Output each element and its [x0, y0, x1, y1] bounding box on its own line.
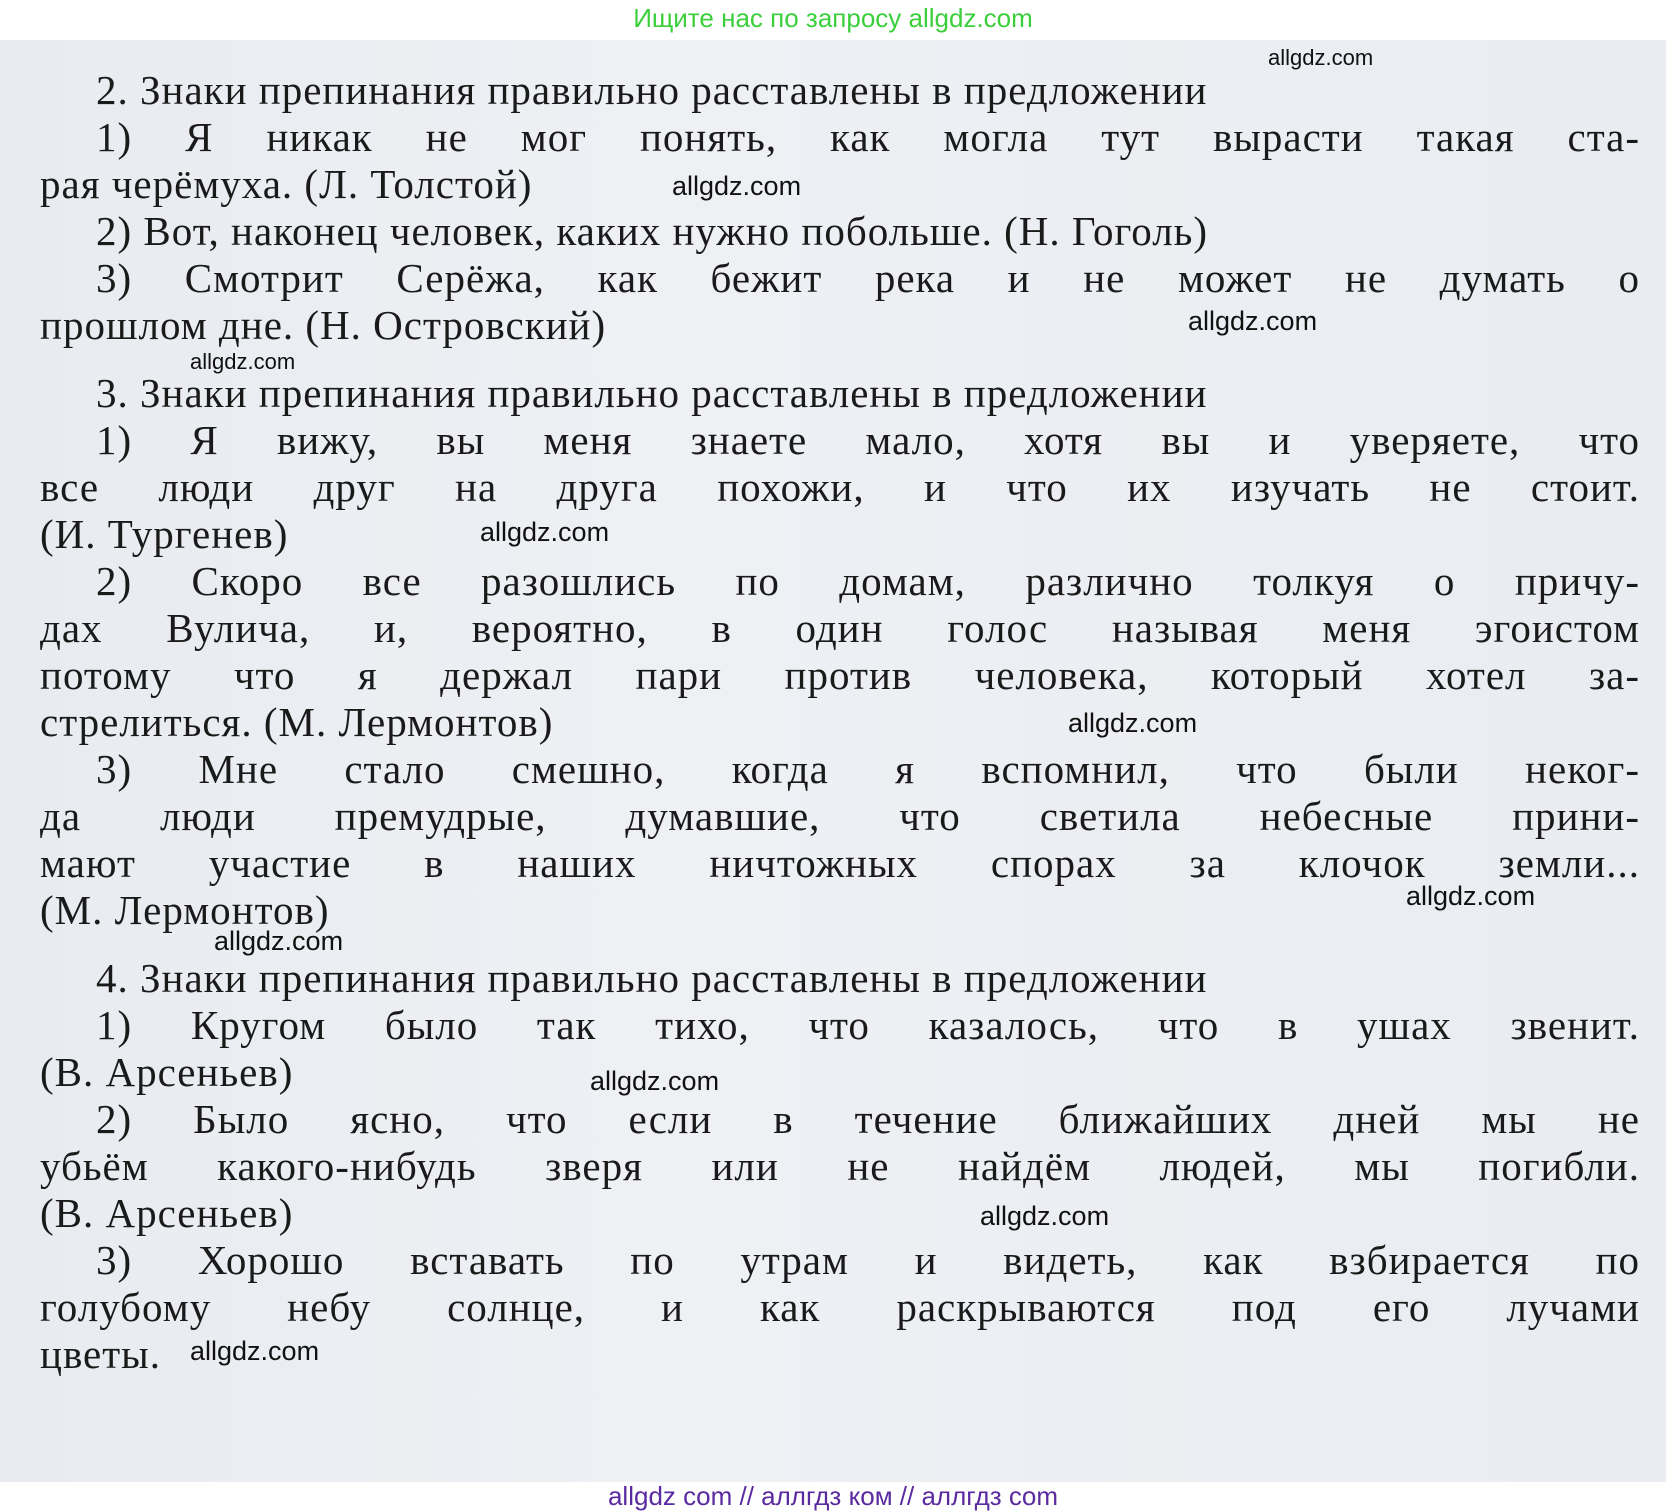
option-line: да люди премудрые, думавшие, что светила небесные прини- [40, 793, 1640, 839]
task-heading: 2. Знаки препинания правильно расставлены в предложении [96, 67, 1208, 113]
option-line: голубому небу солнце, и как раскрываются под его лучами [40, 1284, 1640, 1330]
watermark: allgdz.com [672, 171, 802, 201]
option-line: потому что я держал пари против человека, который хотел за- [40, 652, 1640, 698]
option-line: 1) Я вижу, вы меня знаете мало, хотя вы и уверяете, что [96, 417, 1640, 463]
textbook-page [0, 40, 1666, 1482]
option-line: 3) Хорошо вставать по утрам и видеть, как взбирается по [96, 1237, 1640, 1283]
watermark: allgdz.com [1188, 306, 1318, 336]
option-line: 1) Я никак не мог понять, как могла тут вырасти такая ста- [96, 114, 1640, 160]
watermark: allgdz.com [480, 517, 610, 547]
option-line: 1) Кругом было так тихо, что казалось, что в ушах звенит. [96, 1002, 1640, 1048]
option-line: 2) Вот, наконец человек, каких нужно побольше. (Н. Гоголь) [96, 208, 1209, 254]
option-line: все люди друг на друга похожи, и что их изучать не стоит. [40, 464, 1640, 510]
option-line: (В. Арсеньев) [40, 1049, 294, 1095]
watermark: allgdz.com [980, 1201, 1110, 1231]
option-line: рая черёмуха. (Л. Толстой) [40, 161, 533, 207]
option-line: (М. Лермонтов) [40, 887, 330, 933]
bottom-banner: allgdz com // аллгдз ком // аллгдз com [607, 1481, 1059, 1511]
task-heading: 3. Знаки препинания правильно расставлены в предложении [96, 370, 1208, 416]
option-line: мают участие в наших ничтожных спорах за клочок земли... [40, 840, 1640, 886]
option-line: убьём какого-нибудь зверя или не найдём людей, мы погибли. [40, 1143, 1640, 1189]
watermark: allgdz.com [214, 926, 344, 956]
option-line: (В. Арсеньев) [40, 1190, 294, 1236]
watermark: allgdz.com [1068, 708, 1198, 738]
top-banner: Ищите нас по запросу allgdz.com [633, 3, 1033, 33]
option-line: 2) Было ясно, что если в течение ближайших дней мы не [96, 1096, 1640, 1142]
task-heading: 4. Знаки препинания правильно расставлены в предложении [96, 955, 1208, 1001]
option-line: прошлом дне. (Н. Островский) [40, 302, 607, 348]
watermark: allgdz.com [590, 1066, 720, 1096]
watermark: allgdz.com [1406, 881, 1536, 911]
option-line: 2) Скоро все разошлись по домам, различно толкуя о причу- [96, 558, 1640, 604]
option-line: цветы. [40, 1331, 161, 1377]
watermark: allgdz.com [1268, 45, 1374, 70]
watermark: allgdz.com [190, 1336, 320, 1366]
option-line: дах Вулича, и, вероятно, в один голос называя меня эгоистом [40, 605, 1640, 651]
option-line: (И. Тургенев) [40, 511, 289, 557]
watermark: allgdz.com [190, 349, 296, 374]
option-line: 3) Смотрит Серёжа, как бежит река и не может не думать о [96, 255, 1640, 301]
option-line: стрелиться. (М. Лермонтов) [40, 699, 554, 745]
option-line: 3) Мне стало смешно, когда я вспомнил, что были неког- [96, 746, 1640, 792]
